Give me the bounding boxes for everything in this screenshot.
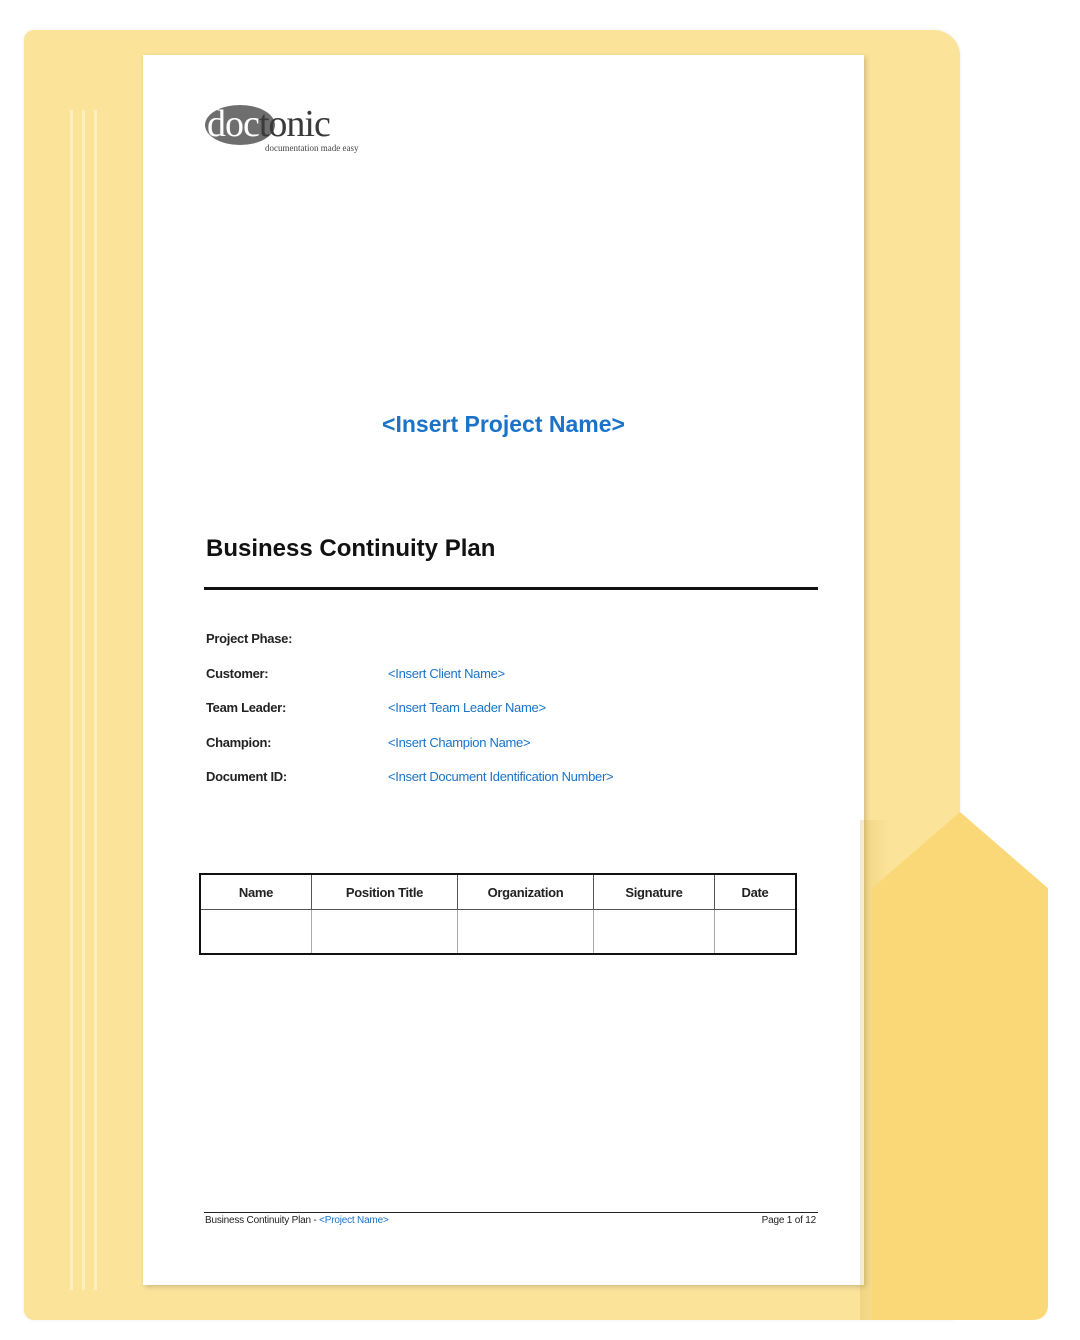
- table-cell: [715, 910, 797, 955]
- footer-document-title: Business Continuity Plan - <Project Name>: [205, 1215, 389, 1226]
- footer-project-name: <Project Name>: [319, 1215, 389, 1226]
- document-title: Business Continuity Plan: [206, 535, 496, 562]
- meta-value: <Insert Champion Name>: [388, 734, 531, 750]
- table-cell: [200, 910, 312, 955]
- table-cell: [458, 910, 594, 955]
- table-cell: [594, 910, 715, 955]
- meta-label: Team Leader:: [206, 700, 286, 715]
- meta-value: <Insert Client Name>: [388, 665, 505, 681]
- logo-tagline: documentation made easy: [265, 143, 359, 153]
- meta-row-team-leader: [206, 696, 766, 731]
- folder-crease: [82, 110, 85, 1290]
- folder-crease: [94, 110, 97, 1290]
- folder-front-flap: [872, 812, 1048, 1320]
- document-meta: [206, 627, 766, 800]
- meta-value: <Insert Team Leader Name>: [388, 700, 546, 715]
- logo-wordmark: doctonic: [207, 103, 330, 145]
- title-rule: [204, 587, 818, 590]
- signoff-table: [199, 873, 797, 955]
- meta-row-project-phase: [206, 627, 766, 662]
- footer-rule: [204, 1212, 818, 1213]
- footer-page-number: Page 1 of 12: [761, 1215, 816, 1226]
- meta-label: Project Phase:: [206, 631, 293, 646]
- table-row: [200, 910, 796, 955]
- document-page: [143, 55, 864, 1285]
- column-header-date: Date: [715, 874, 797, 910]
- folder-crease: [70, 110, 73, 1290]
- meta-label: Customer:: [206, 665, 269, 681]
- meta-row-champion: [206, 731, 766, 766]
- table-header-row: [200, 874, 796, 910]
- project-name: <Insert Project Name>: [382, 411, 625, 437]
- meta-row-customer: [206, 662, 766, 697]
- column-header-position-title: Position Title: [312, 874, 458, 910]
- column-header-signature: Signature: [594, 874, 715, 910]
- table-cell: [312, 910, 458, 955]
- column-header-organization: Organization: [458, 874, 594, 910]
- doctonic-logo: [205, 99, 405, 159]
- column-header-name: Name: [200, 874, 312, 910]
- meta-value: <Insert Document Identification Number>: [388, 769, 614, 784]
- meta-label: Champion:: [206, 734, 272, 750]
- meta-label: Document ID:: [206, 769, 287, 784]
- meta-row-document-id: [206, 765, 766, 800]
